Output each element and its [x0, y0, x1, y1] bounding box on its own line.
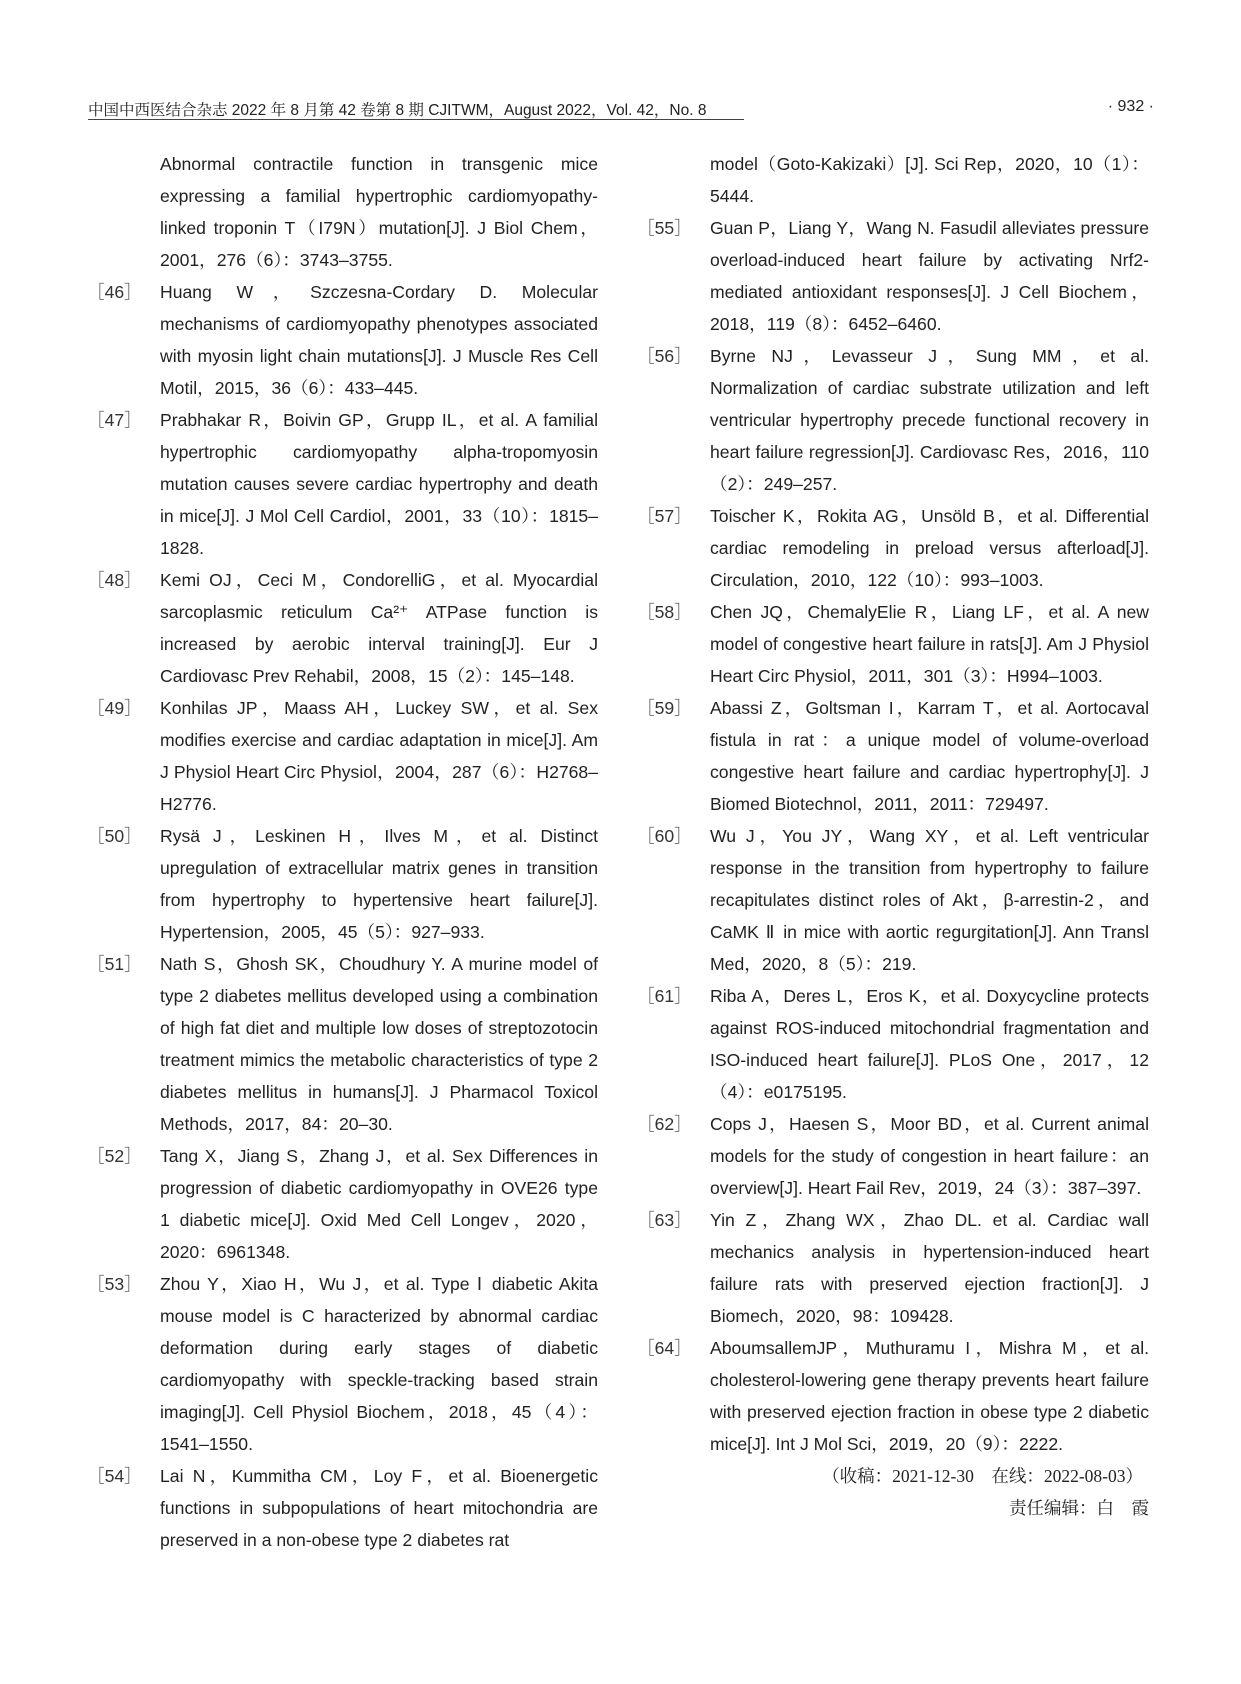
reference-number: ［52］ [87, 1146, 142, 1166]
journal-header: 中国中西医结合杂志 2022 年 8 月第 42 卷第 8 期 CJITWM，August 2022，Vol. 42，No. 8 [88, 102, 707, 119]
reference-number: ［54］ [87, 1466, 142, 1486]
reference-text: Riba A，Deres L，Eros K，et al. Doxycycline protects against ROS-induced mitochondrial fragmentation and ISO-induced heart failure[J]. PLoS One，2017，12（4）：e0175195. [710, 986, 1149, 1102]
reference-number: ［61］ [637, 986, 692, 1006]
reference-text: Zhou Y，Xiao H，Wu J，et al. Type Ⅰ diabetic Akita mouse model is C haracterized by abnormal cardiac deformation during early stages of diabetic cardiomyopathy with speckle-tracking based strain imaging[J]. Cell Physiol Biochem，2018，45（4）：1541–1550. [160, 1274, 598, 1454]
reference-56 [637, 340, 1149, 500]
reference-number: ［62］ [637, 1114, 692, 1134]
reference-number: ［64］ [637, 1338, 692, 1358]
left-column [87, 148, 598, 1556]
reference-text: Toischer K，Rokita AG，Unsöld B，et al. Differential cardiac remodeling in preload versus afterload[J]. Circulation，2010，122（10）：993–1003. [710, 506, 1149, 590]
reference-49 [87, 692, 598, 820]
reference-48 [87, 564, 598, 692]
reference-text: Abassi Z，Goltsman I，Karram T，et al. Aortocaval fistula in rat：a unique model of volume-overload congestive heart failure and cardiac hypertrophy[J]. J Biomed Biotechnol，2011，2011：729497. [710, 698, 1149, 814]
reference-54 [87, 1460, 598, 1556]
reference-text: Guan P，Liang Y，Wang N. Fasudil alleviates pressure overload-induced heart failure by activating Nrf2-mediated antioxidant responses[J]. J Cell Biochem，2018，119（8）：6452–6460. [710, 218, 1149, 334]
reference-50 [87, 820, 598, 948]
reference-number: ［59］ [637, 698, 692, 718]
reference-number: ［60］ [637, 826, 692, 846]
reference-text: Cops J，Haesen S，Moor BD，et al. Current animal models for the study of congestion in heart failure：an overview[J]. Heart Fail Rev，2019，24（3）：387–397. [710, 1114, 1149, 1198]
reference-number: ［63］ [637, 1210, 692, 1230]
reference-text: Tang X，Jiang S，Zhang J，et al. Sex Differences in progression of diabetic cardiomyopathy in OVE26 type 1 diabetic mice[J]. Oxid Med Cell Longev，2020，2020：6961348. [160, 1146, 598, 1262]
reference-text: Abnormal contractile function in transgenic mice expressing a familial hypertrophic cardiomyopathy-linked troponin T（I79N）mutation[J]. J Biol Chem，2001，276（6）：3743–3755. [160, 154, 598, 270]
reference-60 [637, 820, 1149, 980]
reference-text: Prabhakar R，Boivin GP，Grupp IL，et al. A familial hypertrophic cardiomyopathy alpha-tropomyosin mutation causes severe cardiac hypertrophy and death in mice[J]. J Mol Cell Cardiol，2001，33（10）：1815–1828. [160, 410, 598, 558]
reference-46 [87, 276, 598, 404]
reference-text: Nath S，Ghosh SK，Choudhury Y. A murine model of type 2 diabetes mellitus developed using a combination of high fat diet and multiple low doses of streptozotocin treatment mimics the metabolic characteristics of type 2 diabetes mellitus in humans[J]. J Pharmacol Toxicol Methods，2017，84：20–30. [160, 954, 598, 1134]
reference-63 [637, 1204, 1149, 1332]
reference-51 [87, 948, 598, 1140]
reference-text: Yin Z，Zhang WX，Zhao DL. et al. Cardiac wall mechanics analysis in hypertension-induced heart failure rats with preserved ejection fraction[J]. J Biomech，2020，98：109428. [710, 1210, 1149, 1326]
reference-59 [637, 692, 1149, 820]
reference-62 [637, 1108, 1149, 1204]
reference-number: ［57］ [637, 506, 692, 526]
reference-61 [637, 980, 1149, 1108]
reference-57 [637, 500, 1149, 596]
reference-53 [87, 1268, 598, 1460]
reference-text: Wu J，You JY，Wang XY，et al. Left ventricular response in the transition from hypertrophy to failure recapitulates distinct roles of Akt，β-arrestin-2，and CaMK Ⅱ in mice with aortic regurgitation[J]. Ann Transl Med，2020，8（5）：219. [710, 826, 1149, 974]
reference-text: Lai N，Kummitha CM，Loy F，et al. Bioenergetic functions in subpopulations of heart mitochondria are preserved in a non-obese type 2 diabetes rat [160, 1466, 598, 1550]
reference-number: ［56］ [637, 346, 692, 366]
reference-text: AboumsallemJP，Muthuramu I，Mishra M，et al. cholesterol-lowering gene therapy prevents heart failure with preserved ejection fraction in obese type 2 diabetic mice[J]. Int J Mol Sci，2019，20（9）：2222. [710, 1338, 1149, 1454]
reference-text: Byrne NJ，Levasseur J，Sung MM，et al. Normalization of cardiac substrate utilization and left ventricular hypertrophy precede functional recovery in heart failure regression[J]. Cardiovasc Res，2016，110（2）：249–257. [710, 346, 1149, 494]
reference-text: model（Goto-Kakizaki）[J]. Sci Rep，2020，10（1）：5444. [710, 154, 1149, 206]
header-rule [88, 119, 744, 120]
page-number: · 932 · [1107, 98, 1154, 115]
reference-continuation [637, 148, 1149, 212]
responsible-editor: 责任编辑：白 霞 [1009, 1498, 1149, 1518]
reference-number: ［47］ [87, 410, 142, 430]
reference-text: Huang W，Szczesna-Cordary D. Molecular mechanisms of cardiomyopathy phenotypes associated with myosin light chain mutations[J]. J Muscle Res Cell Motil，2015，36（6）：433–445. [160, 282, 598, 398]
page-header [88, 98, 1154, 122]
reference-number: ［46］ [87, 282, 142, 302]
reference-number: ［49］ [87, 698, 142, 718]
reference-text: Rysä J，Leskinen H，Ilves M，et al. Distinct upregulation of extracellular matrix genes in transition from hypertrophy to hypertensive heart failure[J]. Hypertension，2005，45（5）：927–933. [160, 826, 598, 942]
right-column [637, 148, 1149, 1524]
reference-number: ［53］ [87, 1274, 142, 1294]
reference-52 [87, 1140, 598, 1268]
reference-number: ［55］ [637, 218, 692, 238]
reference-number: ［48］ [87, 570, 142, 590]
reference-55 [637, 212, 1149, 340]
reference-number: ［50］ [87, 826, 142, 846]
reference-number: ［51］ [87, 954, 142, 974]
reference-text: Kemi OJ，Ceci M，CondorelliG，et al. Myocardial sarcoplasmic reticulum Ca²⁺ ATPase function is increased by aerobic interval training[J]. Eur J Cardiovasc Prev Rehabil，2008，15（2）：145–148. [160, 570, 598, 686]
reference-47 [87, 404, 598, 564]
reference-number: ［58］ [637, 602, 692, 622]
reference-text: Konhilas JP，Maass AH，Luckey SW，et al. Sex modifies exercise and cardiac adaptation in mice[J]. Am J Physiol Heart Circ Physiol，2004，287（6）：H2768–H2776. [160, 698, 598, 814]
reference-text: Chen JQ，ChemalyElie R，Liang LF，et al. A new model of congestive heart failure in rats[J]. Am J Physiol Heart Circ Physiol，2011，301（3）：H994–1003. [710, 602, 1149, 686]
reference-58 [637, 596, 1149, 692]
reference-64 [637, 1332, 1149, 1460]
received-dates: （收稿：2021-12-30 在线：2022-08-03） [822, 1466, 1143, 1486]
reference-continuation [87, 148, 598, 276]
